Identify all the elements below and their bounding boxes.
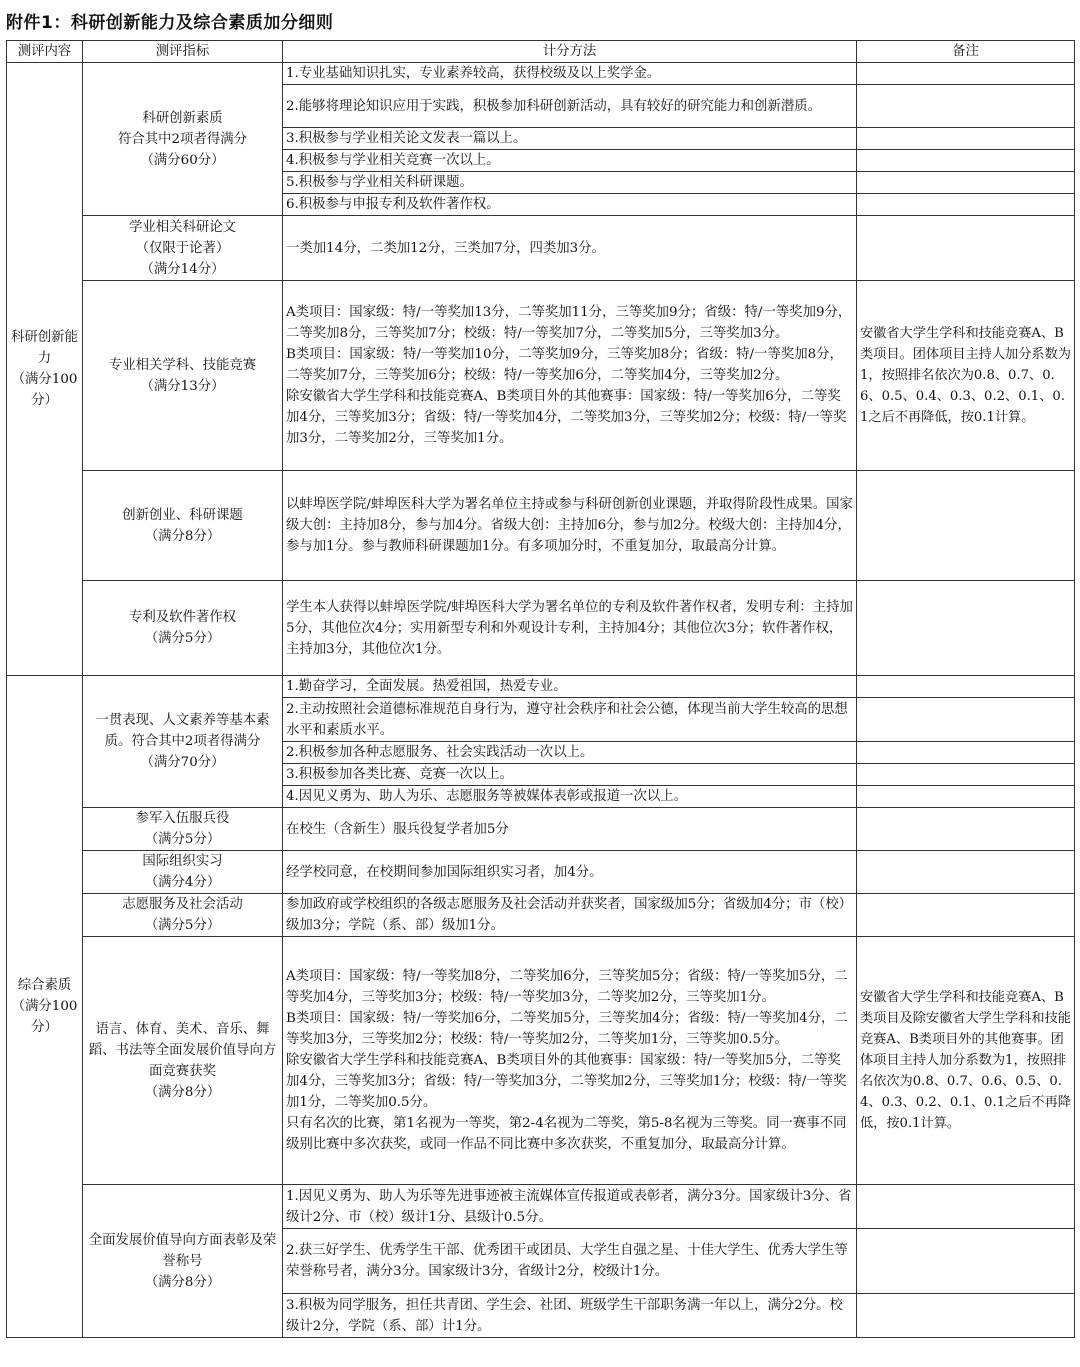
- remark-cell: [857, 1229, 1075, 1294]
- indicator-cell: 专业相关学科、技能竞赛 （满分13分）: [83, 281, 283, 471]
- remark-cell: [857, 85, 1075, 128]
- section-name: 综合素质 （满分100分）: [7, 676, 83, 1338]
- page-title: 附件1：科研创新能力及综合素质加分细则: [6, 13, 334, 33]
- remark-cell: [857, 581, 1075, 676]
- method-cell: 3.积极参与学业相关论文发表一篇以上。: [283, 128, 857, 150]
- indicator-cell: 语言、体育、美术、音乐、舞蹈、书法等全面发展价值导向方面竞赛获奖 （满分8分）: [83, 937, 283, 1185]
- header-content: 测评内容: [7, 41, 83, 63]
- header-indicator: 测评指标: [83, 41, 283, 63]
- remark-cell: [857, 194, 1075, 216]
- indicator-cell: 志愿服务及社会活动 （满分5分）: [83, 894, 283, 937]
- method-cell: 经学校同意，在校期间参加国际组织实习者，加4分。: [283, 851, 857, 894]
- remark-cell: [857, 698, 1075, 742]
- table-header-row: [7, 41, 1075, 63]
- remark-cell: [857, 1294, 1075, 1338]
- remark-cell: 安徽省大学生学科和技能竞赛A、B类项目。团体项目主持人加分系数为1，按照排名依次为0.8、0.7、0.6、0.5、0.4、0.3、0.2、0.1、0.1之后不再降低，按0.1计算。: [857, 281, 1075, 471]
- method-cell: 5.积极参与学业相关科研课题。: [283, 172, 857, 194]
- method-cell: 3.积极为同学服务，担任共青团、学生会、社团、班级学生干部职务满一年以上，满分2分。校级计2分，学院（系、部）计1分。: [283, 1294, 857, 1338]
- method-cell: 4.积极参与学业相关竞赛一次以上。: [283, 150, 857, 172]
- header-remark: 备注: [857, 41, 1075, 63]
- table-row: [7, 937, 1075, 1185]
- header-method: 计分方法: [283, 41, 857, 63]
- remark-cell: 安徽省大学生学科和技能竞赛A、B类项目及除安徽省大学生学科和技能竞赛A、B类项目外的其他赛事。团体项目主持人加分系数为1，按照排名依次为0.8、0.7、0.6、0.5、0.4、0.3、0.2、0.1、0.1之后不再降低，按0.1计算。: [857, 937, 1075, 1185]
- remark-cell: [857, 216, 1075, 281]
- remark-cell: [857, 471, 1075, 581]
- method-cell: A类项目：国家级：特/一等奖加8分，二等奖加6分，三等奖加5分；省级：特/一等奖加5分，二等奖加4分，三等奖加3分；校级：特/一等奖加3分，二等奖加2分，三等奖加1分。 B类项目：国家级：特/一等奖加6分，二等奖加5分，三等奖加4分；省级：特/一等奖加4分，二等奖加3分，三等奖加2分；校级：特/一等奖加2分，二等奖加1分，三等奖加0.5分。 除安徽省大学生学科和技能竞赛A、B类项目外的其他赛事：国家级：特/一等奖加5分，二等奖加4分，三等奖加3分；省级：特/一等奖加3分，二等奖加2分，三等奖加1分；校级：特/一等奖加1分，二等奖加0.5分。 只有名次的比赛，第1名视为一等奖，第2-4名视为二等奖，第5-8名视为三等奖。同一赛事不同级别比赛中多次获奖，或同一作品不同比赛中多次获奖，不重复加分，取最高分计算。: [283, 937, 857, 1185]
- method-cell: 2.获三好学生、优秀学生干部、优秀团干或团员、大学生自强之星、十佳大学生、优秀大学生等荣誉称号者，满分3分。国家级计3分，省级计2分，校级计1分。: [283, 1229, 857, 1294]
- remark-cell: [857, 1185, 1075, 1229]
- section-name: 科研创新能力 （满分100分）: [7, 63, 83, 676]
- method-cell: 学生本人获得以蚌埠医学院/蚌埠医科大学为署名单位的专利及软件著作权者，发明专利：主持加5分，其他位次4分；实用新型专利和外观设计专利，主持加4分；其他位次3分；软件著作权，主持加3分，其他位次1分。: [283, 581, 857, 676]
- remark-cell: [857, 764, 1075, 786]
- method-cell: 4.因见义勇为、助人为乐、志愿服务等被媒体表彰或报道一次以上。: [283, 786, 857, 808]
- table-row: [7, 63, 1075, 85]
- table-row: [7, 894, 1075, 937]
- method-cell: 2.积极参加各种志愿服务、社会实践活动一次以上。: [283, 742, 857, 764]
- table-row: [7, 676, 1075, 698]
- indicator-cell: 全面发展价值导向方面表彰及荣誉称号 （满分8分）: [83, 1185, 283, 1338]
- remark-cell: [857, 172, 1075, 194]
- indicator-cell: 创新创业、科研课题 （满分8分）: [83, 471, 283, 581]
- method-cell: 以蚌埠医学院/蚌埠医科大学为署名单位主持或参与科研创新创业课题，并取得阶段性成果。国家级大创：主持加8分，参与加4分。省级大创：主持加6分，参与加2分。校级大创：主持加4分，参与加1分。参与教师科研课题加1分。有多项加分时，不重复加分，取最高分计算。: [283, 471, 857, 581]
- remark-cell: [857, 150, 1075, 172]
- indicator-cell: 学业相关科研论文 （仅限于论著） （满分14分）: [83, 216, 283, 281]
- table-row: [7, 851, 1075, 894]
- remark-cell: [857, 128, 1075, 150]
- table-row: [7, 281, 1075, 471]
- table-row: [7, 216, 1075, 281]
- remark-cell: [857, 742, 1075, 764]
- method-cell: 2.能够将理论知识应用于实践，积极参加科研创新活动，具有较好的研究能力和创新潜质。: [283, 85, 857, 128]
- table-row: [7, 1185, 1075, 1229]
- method-cell: 1.专业基础知识扎实，专业素养较高，获得校级及以上奖学金。: [283, 63, 857, 85]
- indicator-cell: 国际组织实习 （满分4分）: [83, 851, 283, 894]
- scoring-table: [6, 40, 1075, 1338]
- remark-cell: [857, 676, 1075, 698]
- remark-cell: [857, 851, 1075, 894]
- indicator-cell: 一贯表现、人文素养等基本素质。符合其中2项者得满分 （满分70分）: [83, 676, 283, 808]
- method-cell: 参加政府或学校组织的各级志愿服务及社会活动并获奖者，国家级加5分；省级加4分；市（校）级加3分；学院（系、部）级加1分。: [283, 894, 857, 937]
- remark-cell: [857, 894, 1075, 937]
- method-cell: 在校生（含新生）服兵役复学者加5分: [283, 808, 857, 851]
- method-cell: 1.因见义勇为、助人为乐等先进事迹被主流媒体宣传报道或表彰者，满分3分。国家级计3分、省级计2分、市（校）级计1分、县级计0.5分。: [283, 1185, 857, 1229]
- indicator-cell: 专利及软件著作权 （满分5分）: [83, 581, 283, 676]
- method-cell: 一类加14分，二类加12分，三类加7分，四类加3分。: [283, 216, 857, 281]
- table-row: [7, 471, 1075, 581]
- indicator-cell: 参军入伍服兵役 （满分5分）: [83, 808, 283, 851]
- remark-cell: [857, 786, 1075, 808]
- remark-cell: [857, 63, 1075, 85]
- table-row: [7, 581, 1075, 676]
- method-cell: 3.积极参加各类比赛、竞赛一次以上。: [283, 764, 857, 786]
- method-cell: 2.主动按照社会道德标准规范自身行为，遵守社会秩序和社会公德，体现当前大学生较高的思想水平和素质水平。: [283, 698, 857, 742]
- method-cell: A类项目：国家级：特/一等奖加13分，二等奖加11分，三等奖加9分；省级：特/一等奖加9分，二等奖加8分，三等奖加7分；校级：特/一等奖加7分，二等奖加5分，三等奖加3分。 B类项目：国家级：特/一等奖加10分，二等奖加9分，三等奖加8分；省级：特/一等奖加8分，二等奖加7分，三等奖加6分；校级：特/一等奖加6分，二等奖加4分，三等奖加2分。 除安徽省大学生学科和技能竞赛A、B类项目外的其他赛事：国家级：特/一等奖加6分，二等奖加4分，三等奖加3分；省级：特/一等奖加4分，二等奖加3分，三等奖加2分；校级：特/一等奖加3分，二等奖加2分，三等奖加1分。: [283, 281, 857, 471]
- indicator-cell: 科研创新素质 符合其中2项者得满分 （满分60分）: [83, 63, 283, 216]
- table-row: [7, 808, 1075, 851]
- remark-cell: [857, 808, 1075, 851]
- method-cell: 6.积极参与申报专利及软件著作权。: [283, 194, 857, 216]
- method-cell: 1.勤奋学习，全面发展。热爱祖国，热爱专业。: [283, 676, 857, 698]
